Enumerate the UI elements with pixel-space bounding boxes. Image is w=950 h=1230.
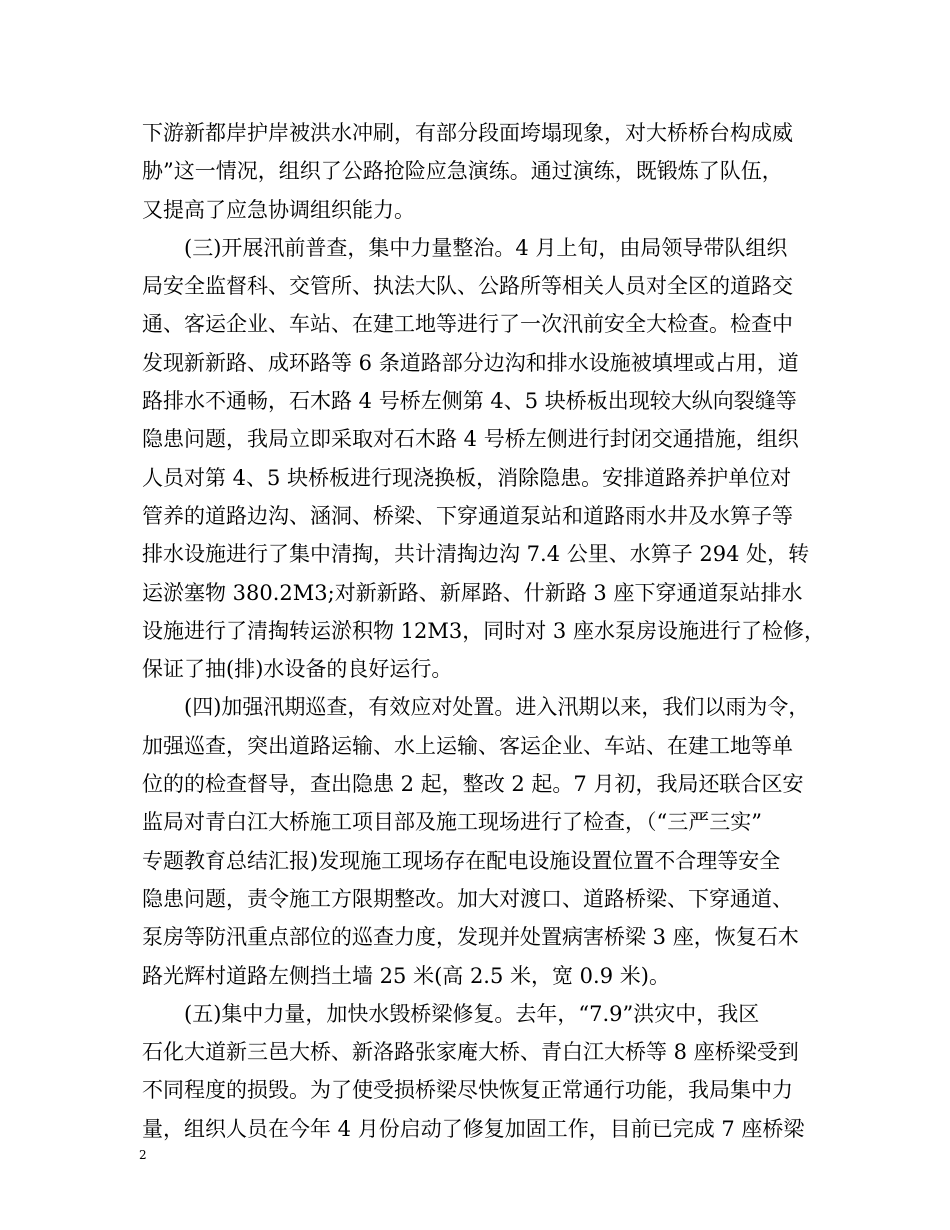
text-line: (五)集中力量，加快水毁桥梁修复。去年，“7.9”洪灾中，我区	[142, 1001, 760, 1026]
page-number: 2	[139, 1148, 147, 1162]
text-line: 泵房等防汛重点部位的巡查力度，发现并处置病害桥梁 3 座，恢复石木	[142, 925, 799, 950]
text-line: 局安全监督科、交管所、执法大队、公路所等相关人员对全区的道路交	[142, 274, 793, 299]
text-line: 保证了抽(排)水设备的良好运行。	[142, 657, 453, 682]
text-line: 运淤塞物 380.2M3;对新新路、新犀路、什新路 3 座下穿通道泵站排水	[142, 580, 803, 605]
text-line: 监局对青白江大桥施工项目部及施工现场进行了检查，（“三严三实”	[142, 810, 762, 835]
text-line: 发现新新路、成环路等 6 条道路部分边沟和排水设施被填埋或占用，道	[142, 350, 799, 375]
text-line: (三)开展汛前普查，集中力量整治。4 月上旬，由局领导带队组织	[142, 235, 788, 260]
text-line: 不同程度的损毁。为了使受损桥梁尽快恢复正常通行功能，我局集中力	[142, 1078, 793, 1103]
text-line: 胁”这一情况，组织了公路抢险应急演练。通过演练，既锻炼了队伍，	[142, 159, 783, 184]
text-line: 路光辉村道路左侧挡土墙 25 米(高 2.5 米，宽 0.9 米)。	[142, 963, 670, 988]
text-line: 隐患问题，责令施工方限期整改。加大对渡口、道路桥梁、下穿通道、	[142, 886, 793, 911]
text-line: 排水设施进行了集中清掏，共计清掏边沟 7.4 公里、水箅子 294 处，转	[142, 542, 810, 567]
text-line: 通、客运企业、车站、在建工地等进行了一次汛前安全大检查。检查中	[142, 312, 793, 337]
text-line: 位的的检查督导，查出隐患 2 起，整改 2 起。7 月初，我局还联合区安	[142, 772, 804, 797]
text-line: 设施进行了清掏转运淤积物 12M3，同时对 3 座水泵房设施进行了检修，	[142, 618, 825, 643]
text-line: 石化大道新三邑大桥、新洛路张家庵大桥、青白江大桥等 8 座桥梁受到	[142, 1040, 799, 1065]
text-line: 管养的道路边沟、涵洞、桥梁、下穿通道泵站和道路雨水井及水箅子等	[142, 503, 793, 528]
text-line: 隐患问题，我局立即采取对石木路 4 号桥左侧进行封闭交通措施，组织	[142, 427, 799, 452]
text-line: 下游新都岸护岸被洪水冲刷，有部分段面垮塌现象，对大桥桥台构成威	[142, 121, 793, 145]
text-line: 量，组织人员在今年 4 月份启动了修复加固工作，目前已完成 7 座桥梁	[142, 1116, 805, 1141]
text-line: 人员对第 4、5 块桥板进行现浇换板，消除隐患。安排道路养护单位对	[142, 465, 792, 490]
text-line: 专题教育总结汇报)发现施工现场存在配电设施设置位置不合理等安全	[142, 848, 781, 873]
text-line: (四)加强汛期巡查，有效应对处置。进入汛期以来，我们以雨为令，	[142, 695, 810, 720]
text-line: 加强巡查，突出道路运输、水上运输、客运企业、车站、在建工地等单	[142, 733, 793, 758]
body-text	[142, 114, 825, 1148]
text-line: 又提高了应急协调组织能力。	[142, 197, 415, 222]
text-line: 路排水不通畅，石木路 4 号桥左侧第 4、5 块桥板出现较大纵向裂缝等	[142, 389, 797, 414]
